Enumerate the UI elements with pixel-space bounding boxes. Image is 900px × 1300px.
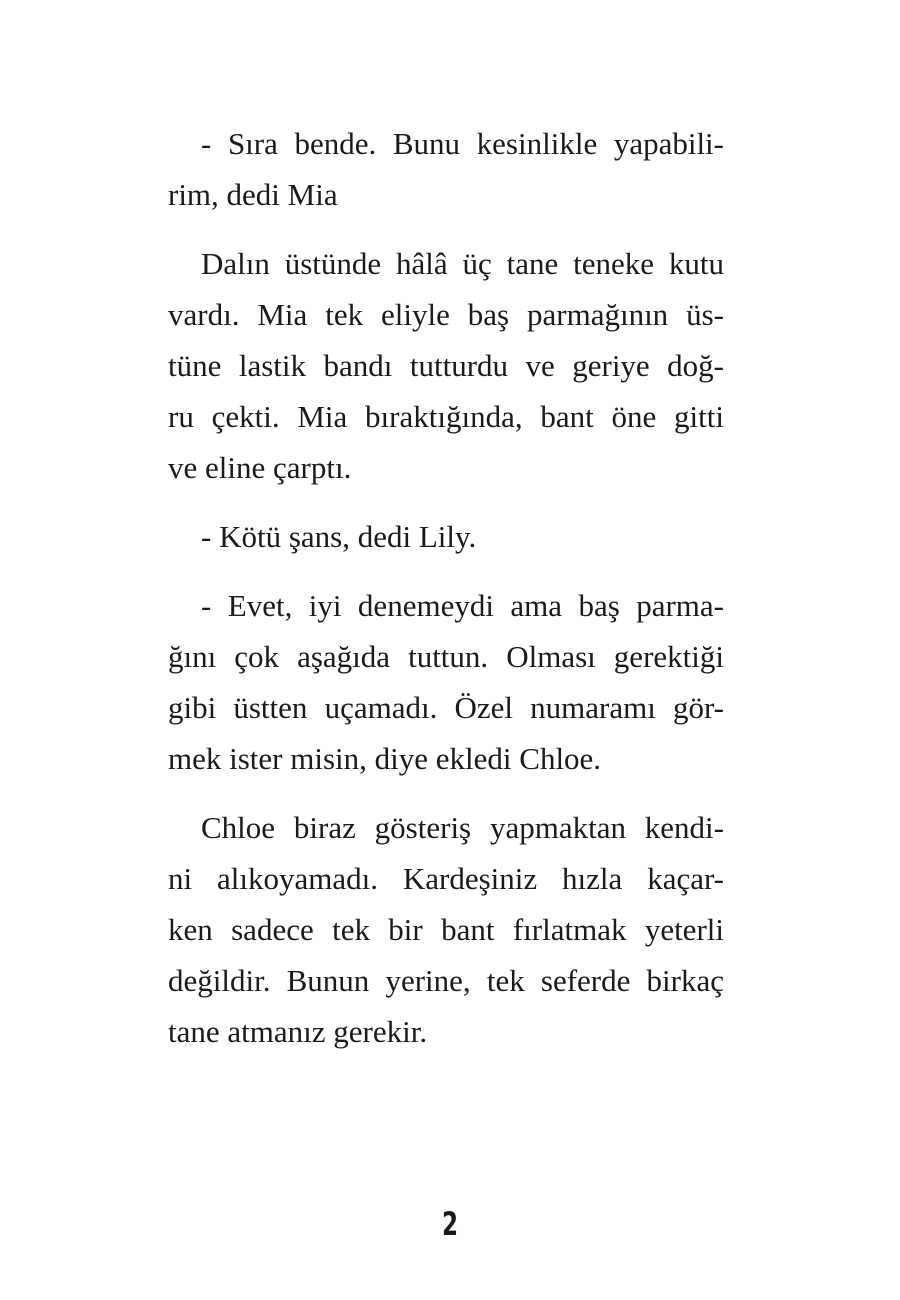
paragraph-line: ru çekti. Mia bıraktığında, bant öne gitti xyxy=(168,399,724,434)
paragraph-3 xyxy=(168,511,724,562)
paragraph-2 xyxy=(168,238,724,493)
paragraph-line: ken sadece tek bir bant fırlatmak yeterli xyxy=(168,912,724,947)
paragraph-line: - Sıra bende. Bunu kesinlikle yapabili- xyxy=(201,126,724,161)
paragraph-1 xyxy=(168,118,724,220)
paragraph-line: - Evet, iyi denemeydi ama baş parma- xyxy=(201,588,724,623)
paragraph-line: gibi üstten uçamadı. Özel numaramı gör- xyxy=(168,690,724,725)
paragraph-line: değildir. Bunun yerine, tek seferde birkaç xyxy=(168,963,724,998)
paragraph-4 xyxy=(168,580,724,784)
paragraph-line: ve eline çarptı. xyxy=(168,450,352,485)
paragraph-line: ni alıkoyamadı. Kardeşiniz hızla kaçar- xyxy=(168,861,724,896)
body-text xyxy=(168,118,724,1057)
paragraph-line: Chloe biraz gösteriş yapmaktan kendi- xyxy=(201,810,724,845)
paragraph-line: Dalın üstünde hâlâ üç tane teneke kutu xyxy=(201,246,724,281)
paragraph-line: mek ister misin, diye ekledi Chloe. xyxy=(168,741,602,776)
paragraph-line: - Kötü şans, dedi Lily. xyxy=(201,519,477,554)
paragraph-line: tüne lastik bandı tutturdu ve geriye doğ- xyxy=(168,348,724,383)
paragraph-5 xyxy=(168,802,724,1057)
paragraph-line: rim, dedi Mia xyxy=(168,177,338,212)
page-number: 2 xyxy=(441,1205,459,1243)
paragraph-line: tane atmanız gerekir. xyxy=(168,1014,428,1049)
paragraph-line: ğını çok aşağıda tuttun. Olması gerektiği xyxy=(168,639,724,674)
paragraph-line: vardı. Mia tek eliyle baş parmağının üs- xyxy=(168,297,724,332)
